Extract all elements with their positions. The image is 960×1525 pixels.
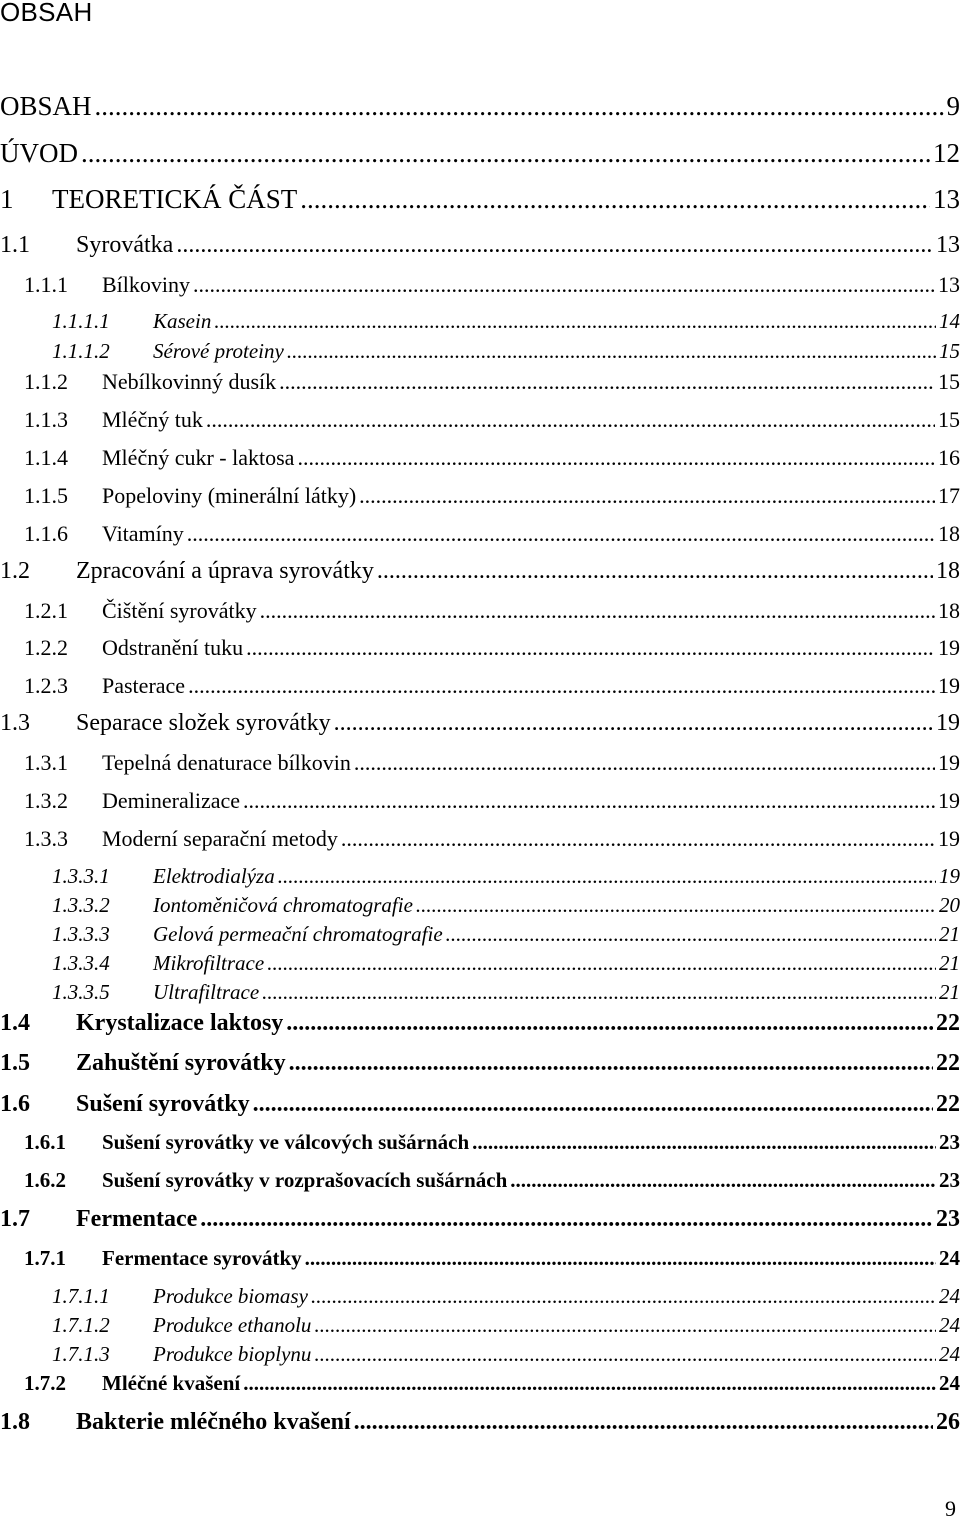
toc-leader <box>314 1313 936 1338</box>
toc-entry-number: 1.6.1 <box>24 1130 66 1154</box>
toc-entry[interactable] <box>0 1130 960 1155</box>
toc-entry[interactable] <box>0 1284 960 1309</box>
toc-leader <box>214 309 936 334</box>
toc-entry-number: 1.2 <box>0 558 30 584</box>
page-number: 9 <box>945 1496 956 1521</box>
toc-entry-number: 1.1.4 <box>24 445 68 470</box>
toc-leader <box>287 339 936 364</box>
toc-entry-page: 18 <box>938 598 960 623</box>
toc-leader <box>193 272 935 298</box>
toc-entry-page: 24 <box>939 1284 960 1308</box>
toc-entry-title: Produkce biomasy <box>153 1284 308 1308</box>
toc-entry-title: ÚVOD <box>0 138 78 168</box>
toc-entry-page: 19 <box>938 750 960 775</box>
toc-entry-page: 21 <box>939 980 960 1004</box>
toc-leader <box>510 1168 936 1193</box>
toc-entry-page: 19 <box>938 673 960 698</box>
toc-entry-title: Moderní separační metody <box>102 826 338 851</box>
toc-leader <box>260 598 935 624</box>
toc-entry-number: 1.1.6 <box>24 521 68 546</box>
toc-entry-number: 1.5 <box>0 1050 30 1076</box>
toc-entry[interactable] <box>0 483 960 509</box>
toc-entry[interactable] <box>0 893 960 918</box>
toc-entry[interactable] <box>0 138 960 169</box>
toc-entry-title: Popeloviny (minerální látky) <box>102 483 357 508</box>
toc-entry-number: 1.7.1.2 <box>52 1313 110 1337</box>
toc-entry[interactable] <box>0 826 960 852</box>
toc-entry-number: 1 <box>0 184 14 214</box>
toc-entry-title: Pasterace <box>102 673 186 698</box>
toc-entry-title: Separace složek syrovátky <box>76 710 331 736</box>
toc-entry-page: 13 <box>936 232 960 258</box>
toc-leader <box>176 232 933 259</box>
toc-entry[interactable] <box>0 309 960 334</box>
toc-entry-number: 1.1.1.2 <box>52 339 110 363</box>
toc-leader <box>206 407 935 433</box>
toc-entry[interactable] <box>0 91 960 122</box>
toc-entry[interactable] <box>0 673 960 699</box>
toc-entry[interactable] <box>0 1371 960 1396</box>
toc-leader <box>341 826 935 852</box>
toc-leader <box>246 635 935 661</box>
toc-leader <box>243 788 935 814</box>
toc-entry-number: 1.3.2 <box>24 788 68 813</box>
toc-entry-number: 1.7.2 <box>24 1371 66 1395</box>
toc-entry-page: 14 <box>939 309 960 333</box>
toc-entry[interactable] <box>0 1206 960 1233</box>
toc-entry-title: Nebílkovinný dusík <box>102 369 277 394</box>
toc-leader <box>200 1206 933 1233</box>
toc-leader <box>95 91 944 122</box>
toc-entry[interactable] <box>0 407 960 433</box>
toc-entry-number: 1.7.1.1 <box>52 1284 110 1308</box>
toc-entry-number: 1.3.3.4 <box>52 951 110 975</box>
toc-leader <box>278 864 936 889</box>
toc-entry[interactable] <box>0 1246 960 1271</box>
toc-leader <box>300 184 930 215</box>
toc-entry-page: 19 <box>938 826 960 851</box>
toc-entry-page: 13 <box>938 272 960 297</box>
toc-entry[interactable] <box>0 558 960 585</box>
toc-entry[interactable] <box>0 232 960 259</box>
toc-entry-number: 1.2.1 <box>24 598 68 623</box>
toc-entry-title: Odstranění tuku <box>102 635 244 660</box>
toc-entry-page: 23 <box>936 1206 960 1232</box>
toc-entry-number: 1.3.3.5 <box>52 980 110 1004</box>
toc-leader <box>334 710 933 737</box>
toc-entry-page: 15 <box>938 369 960 394</box>
toc-leader <box>354 1409 933 1436</box>
toc-entry-page: 19 <box>938 635 960 660</box>
toc-entry-page: 13 <box>933 184 960 214</box>
toc-entry-page: 21 <box>939 922 960 946</box>
toc-entry[interactable] <box>0 788 960 814</box>
toc-entry-title: Kasein <box>153 309 212 333</box>
toc-entry-title: Iontoměničová chromatografie <box>153 893 413 917</box>
toc-leader <box>416 893 936 918</box>
toc-entry-number: 1.1.3 <box>24 407 68 432</box>
toc-entry-page: 12 <box>933 138 960 168</box>
toc-entry-number: 1.3.3.2 <box>52 893 110 917</box>
toc-entry-page: 16 <box>938 445 960 470</box>
toc-entry-title: Fermentace <box>76 1206 198 1232</box>
toc-entry-title: Sušení syrovátky ve válcových sušárnách <box>102 1130 470 1154</box>
toc-entry[interactable] <box>0 980 960 1005</box>
toc-entry-page: 26 <box>936 1409 960 1435</box>
toc-entry-number: 1.6.2 <box>24 1168 66 1192</box>
toc-entry-page: 17 <box>938 483 960 508</box>
toc-entry-page: 24 <box>939 1342 960 1366</box>
toc-entry-number: 1.2.3 <box>24 673 68 698</box>
toc-entry[interactable] <box>0 951 960 976</box>
toc-leader <box>279 369 935 395</box>
toc-entry-title: Sušení syrovátky <box>76 1091 250 1117</box>
toc-entry[interactable] <box>0 369 960 395</box>
toc-entry[interactable] <box>0 635 960 661</box>
toc-entry[interactable] <box>0 750 960 776</box>
toc-entry-number: 1.1.1 <box>24 272 68 297</box>
toc-entry-page: 22 <box>936 1050 960 1076</box>
toc-leader <box>81 138 930 169</box>
toc-entry-page: 22 <box>936 1091 960 1117</box>
toc-entry-page: 19 <box>939 864 960 888</box>
toc-entry-page: 23 <box>939 1168 960 1192</box>
toc-entry-page: 9 <box>946 91 960 121</box>
toc-entry-page: 19 <box>938 788 960 813</box>
toc-entry[interactable] <box>0 1313 960 1338</box>
toc-entry-title: Mikrofiltrace <box>153 951 265 975</box>
toc-entry-page: 15 <box>939 339 960 363</box>
toc-entry-title: Fermentace syrovátky <box>102 1246 302 1270</box>
toc-entry[interactable] <box>0 598 960 624</box>
toc-entry[interactable] <box>0 864 960 889</box>
toc-entry-number: 1.1.1.1 <box>52 309 110 333</box>
toc-entry-number: 1.3.3.3 <box>52 922 110 946</box>
toc-leader <box>187 521 935 547</box>
toc-leader <box>267 951 936 976</box>
toc-leader <box>377 558 933 585</box>
toc-leader <box>188 673 935 699</box>
toc-leader <box>243 1371 936 1396</box>
toc-entry-page: 24 <box>939 1246 960 1270</box>
toc-entry-number: 1.3.3.1 <box>52 864 110 888</box>
toc-leader <box>472 1130 936 1155</box>
toc-leader <box>253 1091 933 1118</box>
toc-entry-page: 19 <box>936 710 960 736</box>
toc-entry-title: Elektrodialýza <box>153 864 275 888</box>
toc-entry-page: 18 <box>938 521 960 546</box>
toc-entry-page: 20 <box>939 893 960 917</box>
toc-entry[interactable] <box>0 1010 960 1037</box>
toc-leader <box>354 750 935 776</box>
toc-entry-number: 1.1.2 <box>24 369 68 394</box>
toc-entry[interactable] <box>0 1168 960 1193</box>
page-heading: OBSAH <box>0 0 93 27</box>
toc-entry-page: 18 <box>936 558 960 584</box>
toc-leader <box>289 1050 933 1077</box>
toc-entry-number: 1.4 <box>0 1010 30 1036</box>
toc-entry-number: 1.2.2 <box>24 635 68 660</box>
toc-entry[interactable] <box>0 1409 960 1436</box>
toc-entry-title: OBSAH <box>0 91 92 121</box>
toc-entry-number: 1.8 <box>0 1409 30 1435</box>
toc-entry[interactable] <box>0 1050 960 1077</box>
toc-leader <box>297 445 935 471</box>
toc-entry-title: Bakterie mléčného kvašení <box>76 1409 351 1435</box>
toc-entry-title: Vitamíny <box>102 521 184 546</box>
toc-entry[interactable] <box>0 710 960 737</box>
toc-entry-title: Gelová permeační chromatografie <box>153 922 443 946</box>
toc-entry[interactable] <box>0 184 960 215</box>
toc-entry-title: Produkce bioplynu <box>153 1342 312 1366</box>
toc-entry-number: 1.1 <box>0 232 30 258</box>
toc-leader <box>311 1284 936 1309</box>
toc-leader <box>262 980 936 1005</box>
toc-entry-number: 1.3 <box>0 710 30 736</box>
toc-entry-title: TEORETICKÁ ČÁST <box>52 184 298 214</box>
toc-entry[interactable] <box>0 339 960 364</box>
toc-entry-title: Čištění syrovátky <box>102 598 257 623</box>
toc-entry-page: 24 <box>939 1313 960 1337</box>
toc-entry-title: Zahuštění syrovátky <box>76 1050 286 1076</box>
toc-entry-title: Zpracování a úprava syrovátky <box>76 558 374 584</box>
toc-leader <box>314 1342 936 1367</box>
toc-entry-page: 23 <box>939 1130 960 1154</box>
toc-entry-title: Mléčný tuk <box>102 407 203 432</box>
toc-entry-page: 24 <box>939 1371 960 1395</box>
toc-leader <box>446 922 936 947</box>
toc-entry-number: 1.1.5 <box>24 483 68 508</box>
toc-entry-title: Sušení syrovátky v rozprašovacích sušárnách <box>102 1168 508 1192</box>
toc-entry-page: 15 <box>938 407 960 432</box>
toc-entry-title: Bílkoviny <box>102 272 191 297</box>
toc-entry-number: 1.3.1 <box>24 750 68 775</box>
toc-entry-page: 22 <box>936 1010 960 1036</box>
toc-leader <box>359 483 935 509</box>
toc-leader <box>305 1246 936 1271</box>
toc-entry[interactable] <box>0 922 960 947</box>
toc-entry-title: Ultrafiltrace <box>153 980 260 1004</box>
toc-entry-title: Mléčný cukr - laktosa <box>102 445 295 470</box>
toc-entry-page: 21 <box>939 951 960 975</box>
toc-entry-title: Tepelná denaturace bílkovin <box>102 750 351 775</box>
toc-entry-title: Produkce ethanolu <box>153 1313 312 1337</box>
toc-entry-title: Mléčné kvašení <box>102 1371 241 1395</box>
toc-entry-number: 1.7.1 <box>24 1246 66 1270</box>
toc-entry-number: 1.7 <box>0 1206 30 1232</box>
toc-entry-title: Sérové proteiny <box>153 339 284 363</box>
toc-entry-number: 1.3.3 <box>24 826 68 851</box>
toc-entry[interactable] <box>0 445 960 471</box>
toc-entry[interactable] <box>0 1091 960 1118</box>
toc-entry[interactable] <box>0 1342 960 1367</box>
toc-entry-number: 1.7.1.3 <box>52 1342 110 1366</box>
toc-entry-title: Krystalizace laktosy <box>76 1010 284 1036</box>
toc-entry-title: Syrovátka <box>76 232 174 258</box>
toc-entry-title: Demineralizace <box>102 788 241 813</box>
toc-entry[interactable] <box>0 521 960 547</box>
toc-leader <box>286 1010 933 1037</box>
toc-entry-number: 1.6 <box>0 1091 30 1117</box>
toc-entry[interactable] <box>0 272 960 298</box>
